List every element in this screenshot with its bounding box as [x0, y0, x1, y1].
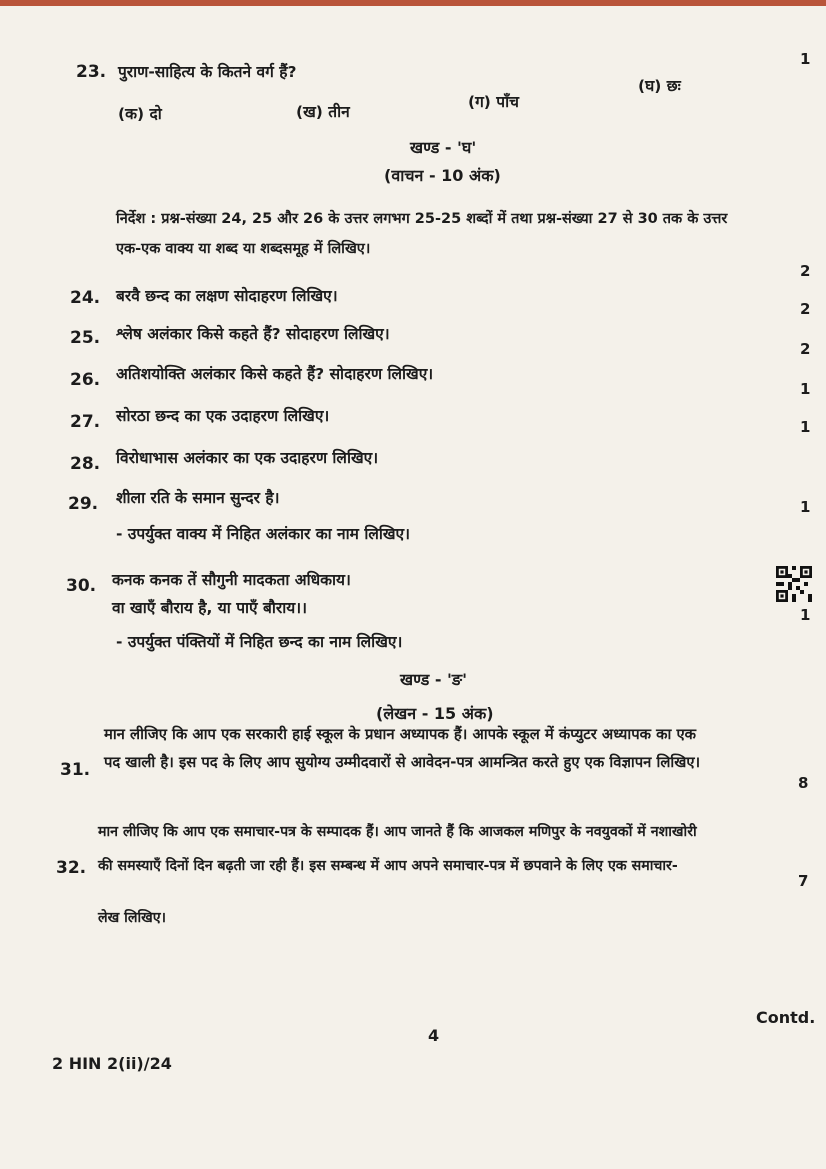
- question-text: पुराण-साहित्य के कितने वर्ग हैं?: [118, 63, 297, 81]
- page-top-edge: [0, 0, 826, 6]
- question-marks: 1: [800, 606, 811, 624]
- question-marks: 1: [800, 50, 811, 68]
- section-title: खण्ड - 'घ': [410, 138, 477, 157]
- instruction-line: एक-एक वाक्य या शब्द या शब्दसमूह में लिखिए।: [116, 241, 371, 257]
- poem-line: कनक कनक तें सौगुनी मादकता अधिकाय।: [112, 571, 351, 589]
- question-marks: 8: [798, 774, 809, 792]
- question-number: 24.: [70, 288, 101, 308]
- question-number: 23.: [76, 62, 107, 82]
- option-c: (ग) पाँच: [468, 93, 519, 111]
- question-number: 32.: [56, 858, 87, 878]
- question-number: 30.: [66, 576, 97, 596]
- question-text: सोरठा छन्द का एक उदाहरण लिखिए।: [116, 407, 330, 425]
- question-marks: 2: [800, 340, 811, 358]
- question-subtext: - उपर्युक्त पंक्तियों में निहित छन्द का नाम लिखिए।: [116, 633, 403, 651]
- question-text: लेख लिखिए।: [98, 910, 166, 926]
- question-number: 27.: [70, 412, 101, 432]
- question-text: शीला रति के समान सुन्दर है।: [116, 489, 280, 507]
- question-text: की समस्याएँ दिनों दिन बढ़ती जा रही हैं। इस सम्बन्ध में आप अपने समाचार-पत्र में छपवाने के लिए एक समाचार-: [98, 858, 678, 874]
- question-text: मान लीजिए कि आप एक सरकारी हाई स्कूल के प्रधान अध्यापक हैं। आपके स्कूल में कंप्युटर अध्यापक का एक: [104, 726, 697, 743]
- question-marks: 2: [800, 300, 811, 318]
- poem-line: वा खाएँ बौराय है, या पाएँ बौराय।।: [112, 599, 307, 617]
- question-marks: 1: [800, 380, 811, 398]
- question-number: 31.: [60, 760, 91, 780]
- page-number: 4: [428, 1026, 440, 1045]
- question-subtext: - उपर्युक्त वाक्य में निहित अलंकार का नाम लिखिए।: [116, 525, 410, 543]
- question-marks: 2: [800, 262, 811, 280]
- instruction-line: निर्देश : प्रश्न-संख्या 24, 25 और 26 के उत्तर लगभग 25-25 शब्दों में तथा प्रश्न-संख्या 27 से 30 तक के उत्तर: [116, 211, 728, 227]
- question-text: श्लेष अलंकार किसे कहते हैं? सोदाहरण लिखिए।: [116, 325, 390, 343]
- question-number: 26.: [70, 370, 101, 390]
- question-marks: 1: [800, 418, 811, 436]
- section-title: खण्ड - 'ङ': [400, 670, 468, 689]
- option-b: (ख) तीन: [296, 103, 350, 121]
- question-number: 25.: [70, 328, 101, 348]
- option-a: (क) दो: [118, 105, 162, 123]
- question-text: विरोधाभास अलंकार का एक उदाहरण लिखिए।: [116, 449, 379, 467]
- question-marks: 7: [798, 872, 809, 890]
- question-number: 28.: [70, 454, 101, 474]
- question-marks: 1: [800, 498, 811, 516]
- question-text: मान लीजिए कि आप एक समाचार-पत्र के सम्पादक हैं। आप जानते हैं कि आजकल मणिपुर के नवयुवकों में नशाखोरी: [98, 824, 697, 840]
- question-text: पद खाली है। इस पद के लिए आप सुयोग्य उम्मीदवारों से आवेदन-पत्र आमन्त्रित करते हुए एक विज्ञापन लिखिए।: [104, 754, 701, 771]
- continued-label: Contd.: [756, 1008, 816, 1027]
- option-d: (घ) छः: [638, 77, 681, 95]
- question-number: 29.: [68, 494, 99, 514]
- section-subtitle: (लेखन - 15 अंक): [376, 704, 494, 723]
- question-text: अतिशयोक्ति अलंकार किसे कहते हैं? सोदाहरण लिखिए।: [116, 365, 434, 383]
- paper-code: 2 HIN 2(ii)/24: [52, 1054, 172, 1073]
- question-text: बरवै छन्द का लक्षण सोदाहरण लिखिए।: [116, 287, 338, 305]
- section-subtitle: (वाचन - 10 अंक): [384, 166, 501, 185]
- qr-code-icon: [776, 566, 812, 602]
